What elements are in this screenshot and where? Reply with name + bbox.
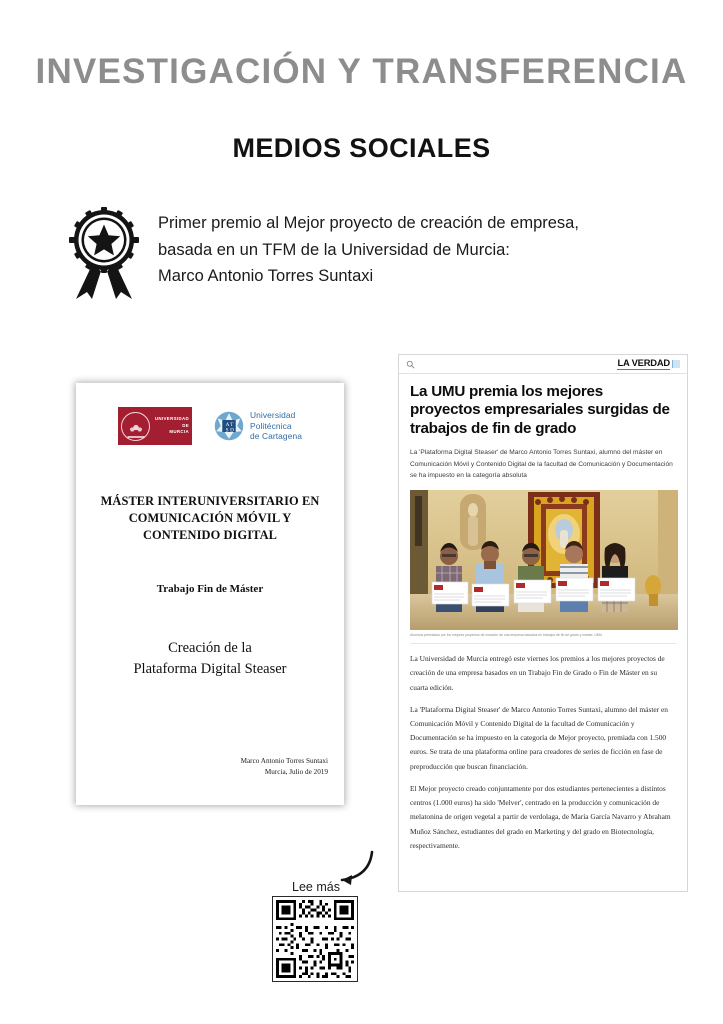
umu-logo-text — [153, 416, 189, 435]
universidad-politecnica-cartagena-logo — [214, 410, 302, 443]
brand-mark-icon — [672, 360, 680, 368]
svg-text:T: T — [230, 421, 234, 428]
umu-logo-line-1: UNIVERSIDAD DE — [154, 416, 190, 428]
svg-text:S: S — [225, 427, 229, 434]
news-topbar — [399, 355, 687, 374]
tfm-work-type: Trabajo Fin de Máster — [156, 583, 264, 595]
upct-logo-line-3: de Cartagena — [250, 431, 302, 442]
universidad-de-murcia-logo — [118, 407, 192, 445]
award-line-2: basada en un TFM de la Universidad de Murcia: — [158, 240, 510, 259]
award-block — [68, 205, 668, 299]
qr-label: Lee más — [292, 880, 340, 894]
tfm-place-date: Murcia, Julio de 2019 — [264, 768, 328, 777]
search-icon[interactable] — [406, 360, 415, 369]
news-body — [399, 374, 687, 853]
umu-logo-line-2: MURCIA — [169, 429, 190, 435]
news-headline: La UMU premia los mejores proyectos empresariales surgidas de trabajos de fin de grado — [410, 383, 670, 437]
umu-seal-icon — [121, 412, 150, 441]
tfm-logo-row — [76, 407, 344, 445]
news-paragraph: La 'Plataforma Digital Steaser' de Marco Antonio Torres Suntaxi, alumno del máster en Comunicación Móvil y Contenido Digital de la facultad de Comunicación y Documentación se ha impuesto en la categoría de Mejor proyecto, premiada con 1.500 euros. Se trata de una plataforma online para creadores de series de ficción en fase de preproducción que buscan financiación. — [410, 704, 668, 771]
award-line-1: Primer premio al Mejor proyecto de creación de empresa, — [158, 214, 579, 232]
upct-logo-line-1: Universidad — [250, 409, 296, 420]
upct-emblem-icon — [214, 411, 244, 441]
award-text — [158, 205, 579, 290]
page-title: INVESTIGACIÓN Y TRANSFERENCIA — [35, 52, 688, 91]
award-rosette-icon — [68, 207, 140, 299]
la-verdad-brand[interactable] — [617, 358, 680, 369]
tfm-project-title-line-2: Plataforma Digital Steaser — [133, 660, 287, 677]
news-article-card — [398, 354, 688, 892]
tfm-master-title-line-3: CONTENIDO DIGITAL — [142, 528, 277, 543]
news-paragraph: El Mejor proyecto creado conjuntamente por dos estudiantes pertenecientes a distintos centros (1.000 euros) ha sido 'Melver', centrado en la producción y comunicación de melatonina de origen vegetal a partir de verdolaga, de María García Navarro y Abraham Muñoz Sánchez, estudiantes del grado en Marketing y del grado en Biotecnología, respectivamente. — [410, 783, 671, 850]
tfm-signature — [241, 756, 328, 778]
tfm-project-title-line-1: Creación de la — [168, 640, 252, 656]
brand-name: LA VERDAD — [617, 357, 670, 369]
tfm-project-title — [76, 638, 344, 679]
tfm-master-title — [90, 493, 330, 544]
svg-text:D: D — [230, 427, 234, 434]
news-photo-caption: Alumnos premiados por los mejores proyectos de creación de una empresa basados en trabajos de fin de grado y máster. UMU — [410, 630, 676, 644]
award-line-3: Marco Antonio Torres Suntaxi — [158, 267, 374, 286]
page-subtitle: MEDIOS SOCIALES — [232, 133, 491, 163]
upct-logo-line-2: Politécnica — [250, 420, 292, 431]
tfm-author: Marco Antonio Torres Suntaxi — [240, 757, 328, 766]
qr-block[interactable] — [272, 880, 360, 982]
upct-logo-text — [250, 410, 302, 443]
qr-code-icon[interactable] — [272, 896, 358, 982]
svg-text:A: A — [225, 421, 230, 428]
tfm-cover-document — [76, 383, 344, 805]
news-paragraph: La Universidad de Murcia entregó este viernes los premios a los mejores proyectos de creación de una empresa basados en un Trabajo Fin de Grado o Fin de Máster en su cuarta edición. — [410, 654, 665, 692]
news-lede: La 'Plataforma Digital Steaser' de Marco Antonio Torres Suntaxi, alumno del máster en Comunicación Móvil y Contenido Digital de la facultad de Comunicación y Documentación se ha impuesto en la categoría absoluta — [410, 449, 673, 479]
news-photo — [410, 490, 678, 630]
tfm-master-title-line-2: COMUNICACIÓN MÓVIL Y — [128, 511, 292, 526]
tfm-master-title-line-1: MÁSTER INTERUNIVERSITARIO EN — [100, 494, 320, 508]
